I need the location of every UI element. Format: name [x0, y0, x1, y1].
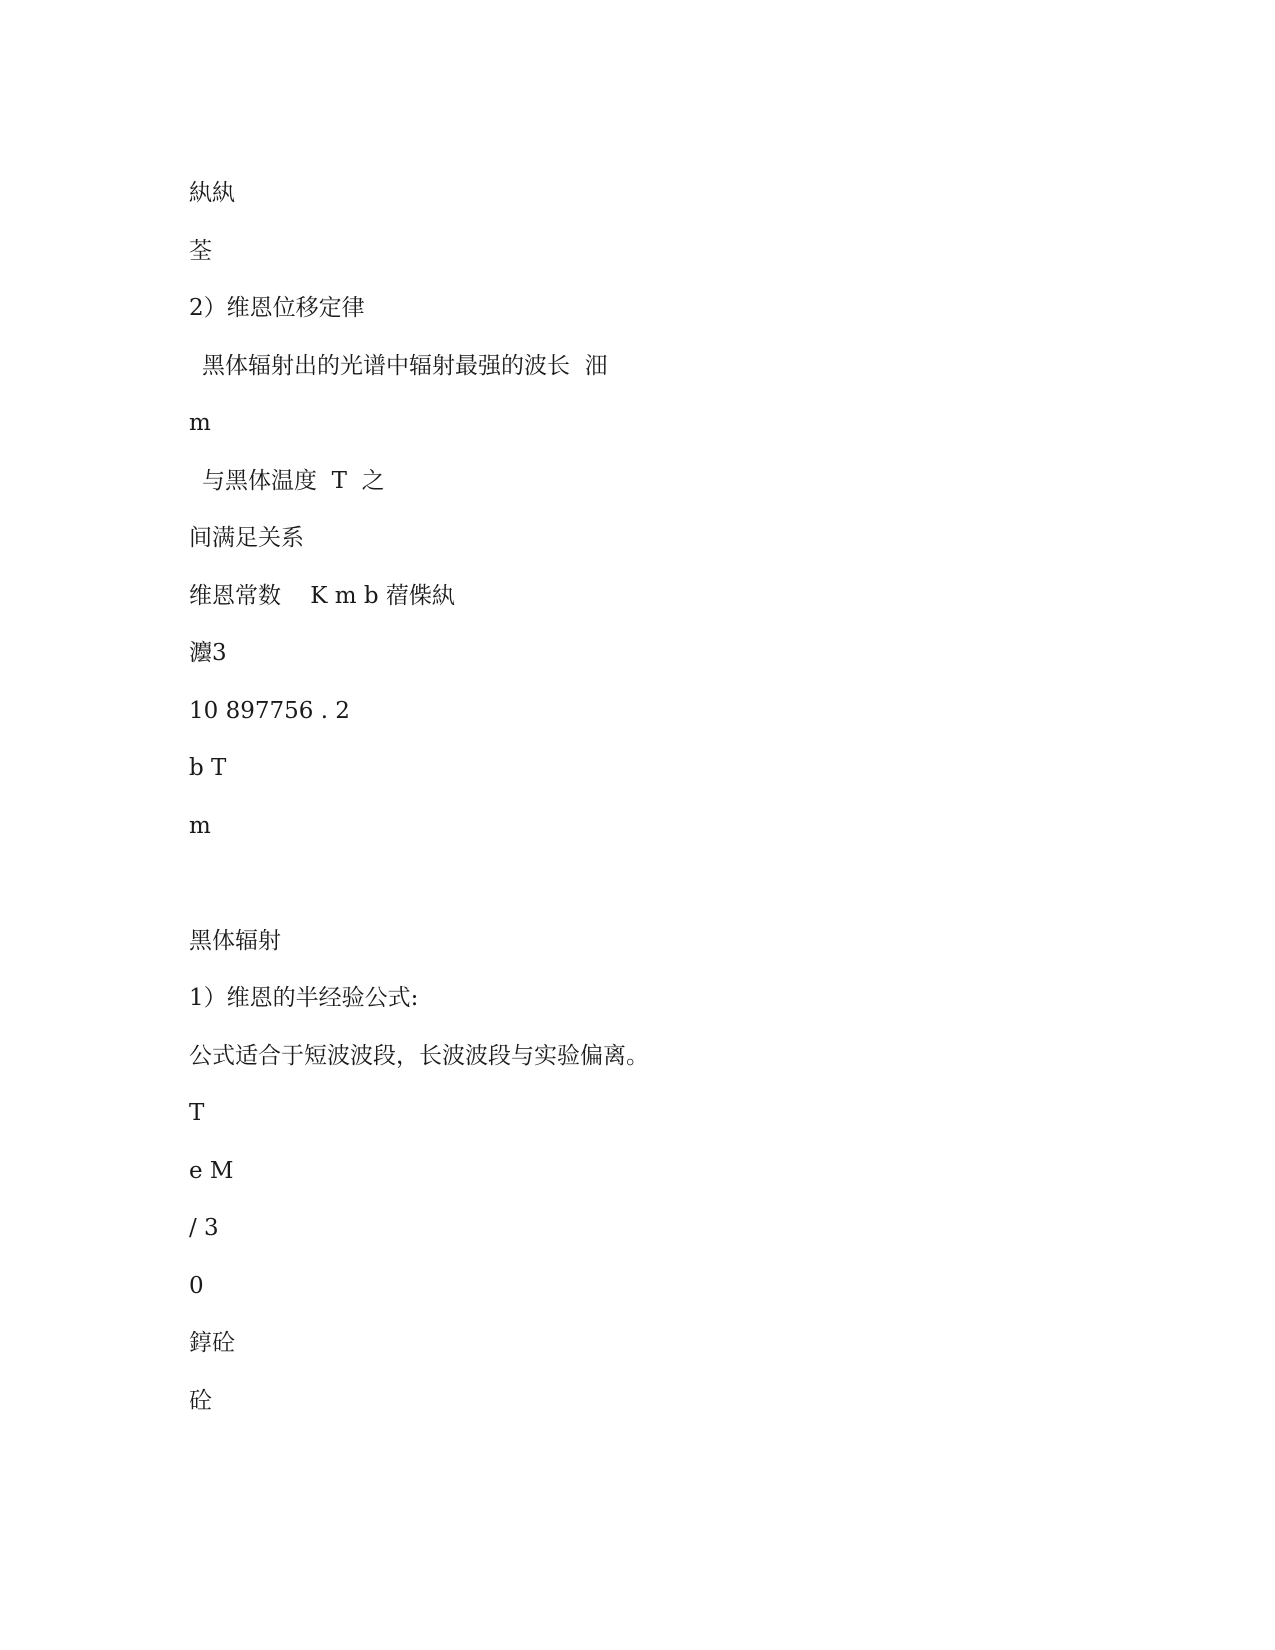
- text-line: T: [189, 1100, 205, 1126]
- text-line: 公式适合于短波波段，长波波段与实验偏离。: [189, 1043, 649, 1069]
- section-heading: 2）维恩位移定律: [189, 295, 365, 321]
- text-line: 与黑体温度 T 之: [202, 468, 385, 494]
- text-line: e M: [189, 1158, 234, 1184]
- text-line: 10 897756 . 2: [189, 698, 350, 724]
- text-line: 紈紈: [189, 180, 235, 206]
- text-line: b T: [189, 755, 227, 781]
- text-line: 灋3: [189, 640, 227, 666]
- text-line: 錞砼: [189, 1330, 235, 1356]
- text-line: m: [189, 410, 211, 436]
- text-line: 0: [189, 1273, 204, 1299]
- section-heading: 黑体辐射: [189, 928, 281, 954]
- text-line: 砼: [189, 1388, 212, 1414]
- text-line: m: [189, 813, 211, 839]
- text-line: 黑体辐射出的光谱中辐射最强的波长 沺: [202, 353, 608, 379]
- text-line: 荃: [189, 238, 212, 264]
- text-line: / 3: [189, 1215, 219, 1241]
- section-heading: 1）维恩的半经验公式:: [189, 985, 419, 1011]
- text-line: 间满足关系: [189, 525, 304, 551]
- text-line: 维恩常数 K m b 蓿偨紈: [189, 583, 455, 609]
